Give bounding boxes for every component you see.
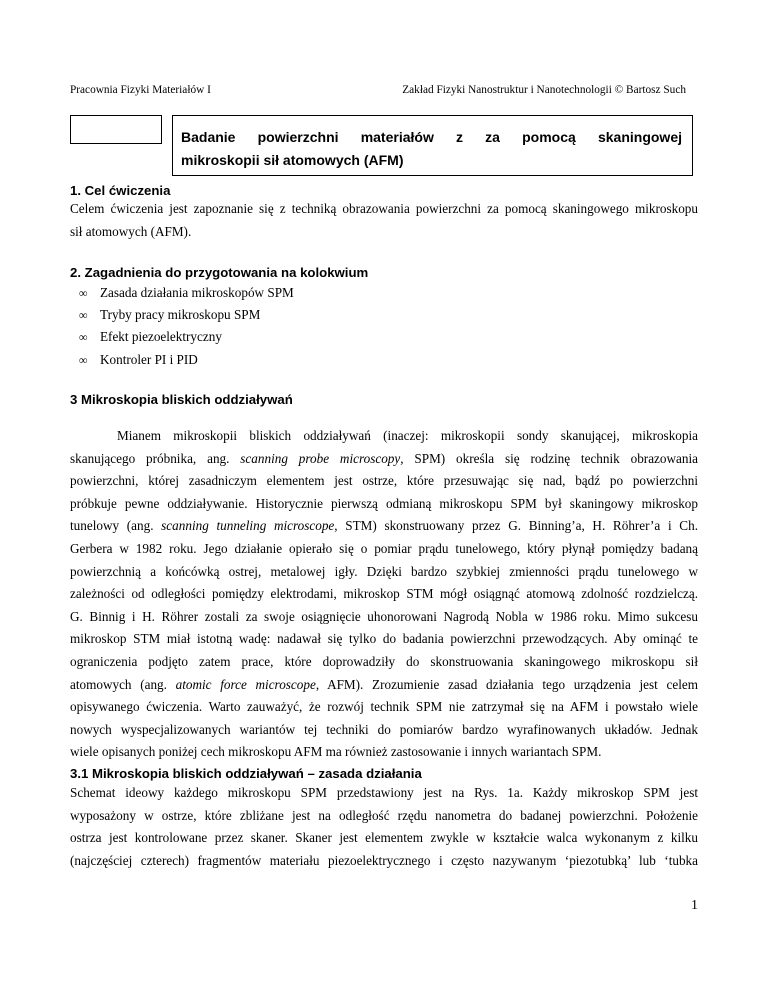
paragraph-line: opisywanego ćwiczenia. Warto zauważyć, że rozwój technik SPM nie zatrzymał się na AFM i powstało wiele xyxy=(70,699,698,715)
section-3-paragraph xyxy=(70,425,698,764)
paragraph-line: ograniczenia podjęto zatem prace, które doprowadziły do skonstruowania skaningowego mikroskopu sił xyxy=(70,653,698,669)
paragraph-line: wiele opisanych poniżej cech mikroskopu AFM ma również zastosowanie i innych wariantach SPM. xyxy=(70,744,602,760)
infinity-bullet-icon: ∞ xyxy=(79,352,88,367)
page-number: 1 xyxy=(691,898,698,913)
list-item xyxy=(70,282,294,304)
header-department: Zakład Fizyki Nanostruktur i Nanotechnologii © Bartosz Such xyxy=(402,84,686,96)
paragraph-line: (najczęściej czterech) fragmentów materiału piezoelektrycznego i często nazywanym ‘piezotubką’ lub ‘tubka xyxy=(70,852,698,868)
section-1-paragraph xyxy=(70,198,698,243)
section-3-heading: 3 Mikroskopia bliskich oddziaływań xyxy=(70,392,293,407)
paragraph-line: Gerbera w 1982 roku. Jego działanie opierało się o pomiar prądu tunelowego, który płynął pomiędzy badaną xyxy=(70,540,698,556)
section-1-heading: 1. Cel ćwiczenia xyxy=(70,183,171,198)
list-item-text: Kontroler PI i PID xyxy=(100,351,198,367)
paragraph-line: tunelowy (ang. scanning tunneling microscope, STM) skonstruowany przez G. Binning’a, H. Röhrer’a i Ch. xyxy=(70,518,698,534)
paragraph-line: sił atomowych (AFM). xyxy=(70,223,192,239)
section-2-heading: 2. Zagadnienia do przygotowania na kolokwium xyxy=(70,265,369,280)
title-line-2: mikroskopii sił atomowych (AFM) xyxy=(181,152,404,168)
topics-list xyxy=(70,282,294,371)
list-item-text: Zasada działania mikroskopów SPM xyxy=(100,285,294,300)
title-box xyxy=(172,115,693,176)
paragraph-line: nowych wyspecjalizowanych wariantów tej techniki do pomiarów bardzo wyrafinowanych układów. Jednak xyxy=(70,721,698,737)
list-item xyxy=(70,349,294,371)
paragraph-line: zależności od odległości pomiędzy elektrodami, mikroskop STM mógł osiągnąć atomową zdolność rozdzielczą. xyxy=(70,586,698,602)
paragraph-line: mikroskop STM miał istotną wadę: nadawał się tylko do badania powierzchni przewodzących. Aby ominąć te xyxy=(70,631,698,647)
title-line-1: Badanie powierzchni materiałów z za pomocą skaningowej xyxy=(181,129,682,145)
section-3-1-heading: 3.1 Mikroskopia bliskich oddziaływań – zasada działania xyxy=(70,766,422,781)
paragraph-line: Schemat ideowy każdego mikroskopu SPM przedstawiony jest na Rys. 1a. Każdy mikroskop SPM jest xyxy=(70,785,698,800)
paragraph-line: atomowych (ang. atomic force microscope, AFM). Zrozumienie zasad działania tego urządzenia jest celem xyxy=(70,676,698,692)
section-3-1-paragraph xyxy=(70,782,698,872)
list-item xyxy=(70,326,294,348)
paragraph-line: skanującego próbnika, ang. scanning probe microscopy, SPM) określa się rodzinę technik obrazowania xyxy=(70,450,698,466)
exercise-number-box xyxy=(70,115,162,144)
paragraph-line: G. Binnig i H. Röhrer zostali za swoje osiągnięcie uhonorowani Nagrodą Nobla w 1986 roku. Mimo sukcesu xyxy=(70,608,698,624)
infinity-bullet-icon: ∞ xyxy=(79,308,88,323)
header-lab-name: Pracownia Fizyki Materiałów I xyxy=(70,84,211,96)
page-header xyxy=(70,84,698,100)
paragraph-line: Mianem mikroskopii bliskich oddziaływań (inaczej: mikroskopii sondy skanującej, mikroskopia xyxy=(117,428,698,443)
list-item xyxy=(70,304,294,326)
infinity-bullet-icon: ∞ xyxy=(79,330,88,345)
list-item-text: Efekt piezoelektryczny xyxy=(100,329,222,345)
list-item-text: Tryby pracy mikroskopu SPM xyxy=(100,307,261,323)
paragraph-line: Celem ćwiczenia jest zapoznanie się z techniką obrazowania powierzchni za pomocą skaningowego mikroskopu xyxy=(70,201,698,216)
infinity-bullet-icon: ∞ xyxy=(79,286,88,300)
paragraph-line: wyposażony w ostrze, które zbliżane jest na odległość rzędu nanometra do badanej powierzchni. Położenie xyxy=(70,807,698,823)
paragraph-line: próbkuje pewne oddziaływanie. Historycznie pierwszą odmianą mikroskopu SPM był skaningowy mikroskop xyxy=(70,495,698,511)
paragraph-line: ostrza jest kontrolowane przez skaner. Skaner jest elementem zwykle w kształcie walca wykonanym z kilku xyxy=(70,830,698,846)
paragraph-line: powierzchni, której zasadniczym elementem jest ostrze, które przesuwając się nad, bądź po powierzchni xyxy=(70,473,698,489)
paragraph-line: powierzchnią a końcówką ostrej, metalowej igły. Dzięki bardzo szybkiej zmienności prądu tunelowego w xyxy=(70,563,698,579)
